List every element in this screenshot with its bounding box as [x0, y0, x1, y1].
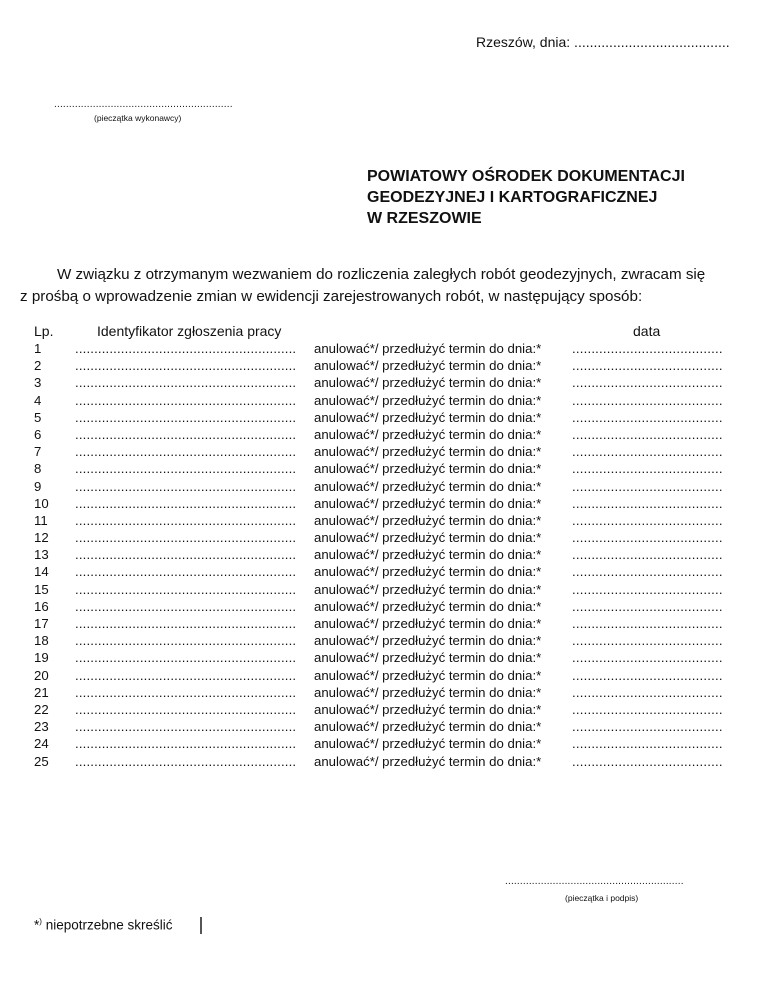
action-text: anulować*/ przedłużyć termin do dnia:*: [314, 358, 542, 374]
date-field: .......................................: [572, 478, 723, 494]
action-text: anulować*/ przedłużyć termin do dnia:*: [314, 478, 542, 494]
intro-line-1: W związku z otrzymanym wezwaniem do rozliczenia zaległych robót geodezyjnych, zwracam się: [57, 266, 706, 283]
identifier-field: ..........................................................: [75, 392, 297, 408]
identifier-field: ..........................................................: [75, 581, 297, 597]
footnote: [34, 917, 173, 933]
action-text: anulować*/ przedłużyć termin do dnia:*: [314, 512, 542, 528]
contractor-stamp-line: ............................................................: [54, 99, 233, 110]
row-number: 10: [34, 495, 49, 511]
date-field: .......................................: [572, 736, 723, 752]
action-text: anulować*/ przedłużyć termin do dnia:*: [314, 341, 542, 356]
row-number: 9: [34, 478, 42, 494]
table-row: [0, 341, 768, 358]
action-text: anulować*/ przedłużyć termin do dnia:*: [314, 633, 542, 649]
row-number: 21: [34, 684, 49, 700]
date-field: .......................................: [572, 598, 723, 614]
row-number: 4: [34, 392, 42, 408]
identifier-field: ..........................................................: [75, 409, 297, 425]
row-number: 15: [34, 581, 49, 597]
date-field: .......................................: [572, 701, 723, 717]
row-number: 8: [34, 461, 42, 477]
table-row: [0, 702, 768, 719]
table-row: [0, 496, 768, 513]
table-row: [0, 719, 768, 736]
footnote-sup: ): [39, 917, 42, 926]
recipient-office: [367, 166, 685, 229]
footnote-text: niepotrzebne skreślić: [41, 917, 173, 933]
identifier-field: ..........................................................: [75, 650, 297, 666]
date-field: .......................................: [572, 616, 723, 631]
action-text: anulować*/ przedłużyć termin do dnia:*: [314, 736, 542, 752]
action-text: anulować*/ przedłużyć termin do dnia:*: [314, 616, 542, 631]
action-text: anulować*/ przedłużyć termin do dnia:*: [314, 753, 542, 769]
date-field: .......................................: [572, 633, 723, 649]
action-text: anulować*/ przedłużyć termin do dnia:*: [314, 547, 542, 563]
place-date-line: Rzeszów, dnia: ........................................: [476, 34, 730, 50]
table-row: [0, 410, 768, 427]
date-field: .......................................: [572, 547, 723, 563]
identifier-field: ..........................................................: [75, 547, 297, 563]
table-row: [0, 564, 768, 581]
date-field: .......................................: [572, 753, 723, 769]
row-number: 23: [34, 719, 49, 735]
table-row: [0, 582, 768, 599]
action-text: anulować*/ przedłużyć termin do dnia:*: [314, 564, 542, 580]
date-field: .......................................: [572, 444, 723, 460]
identifier-field: ..........................................................: [75, 444, 297, 460]
identifier-field: ..........................................................: [75, 530, 297, 546]
date-field: .......................................: [572, 392, 723, 408]
table-row: [0, 650, 768, 667]
date-field: .......................................: [572, 375, 723, 391]
entries-table: [0, 341, 768, 771]
row-number: 3: [34, 375, 42, 391]
identifier-field: ..........................................................: [75, 684, 297, 700]
row-number: 5: [34, 409, 42, 425]
identifier-field: ..........................................................: [75, 512, 297, 528]
action-text: anulować*/ przedłużyć termin do dnia:*: [314, 530, 542, 546]
identifier-field: ..........................................................: [75, 478, 297, 494]
contractor-stamp-caption: (pieczątka wykonawcy): [94, 113, 182, 123]
date-field: .......................................: [572, 358, 723, 374]
row-number: 18: [34, 633, 49, 649]
date-field: .......................................: [572, 426, 723, 442]
table-row: [0, 616, 768, 633]
date-field: .......................................: [572, 684, 723, 700]
action-text: anulować*/ przedłużyć termin do dnia:*: [314, 392, 542, 408]
identifier-field: ..........................................................: [75, 736, 297, 752]
table-row: [0, 668, 768, 685]
identifier-field: ..........................................................: [75, 719, 297, 735]
table-row: [0, 375, 768, 392]
action-text: anulować*/ przedłużyć termin do dnia:*: [314, 667, 542, 683]
row-number: 2: [34, 358, 42, 374]
table-row: [0, 427, 768, 444]
table-row: [0, 633, 768, 650]
identifier-field: ..........................................................: [75, 375, 297, 391]
action-text: anulować*/ przedłużyć termin do dnia:*: [314, 650, 542, 666]
action-text: anulować*/ przedłużyć termin do dnia:*: [314, 426, 542, 442]
action-text: anulować*/ przedłużyć termin do dnia:*: [314, 461, 542, 477]
date-field: .......................................: [572, 564, 723, 580]
table-row: [0, 393, 768, 410]
row-number: 11: [34, 512, 48, 528]
row-number: 7: [34, 444, 42, 460]
row-number: 25: [34, 753, 49, 769]
date-field: .......................................: [572, 409, 723, 425]
row-number: 19: [34, 650, 49, 666]
identifier-field: ..........................................................: [75, 753, 297, 769]
table-row: [0, 444, 768, 461]
table-row: [0, 599, 768, 616]
signature-caption: (pieczątka i podpis): [565, 893, 639, 903]
action-text: anulować*/ przedłużyć termin do dnia:*: [314, 701, 542, 717]
table-row: [0, 358, 768, 375]
action-text: anulować*/ przedłużyć termin do dnia:*: [314, 495, 542, 511]
action-text: anulować*/ przedłużyć termin do dnia:*: [314, 684, 542, 700]
identifier-field: ..........................................................: [75, 701, 297, 717]
action-text: anulować*/ przedłużyć termin do dnia:*: [314, 375, 542, 391]
intro-paragraph: [20, 264, 755, 308]
identifier-field: ..........................................................: [75, 358, 297, 374]
action-text: anulować*/ przedłużyć termin do dnia:*: [314, 409, 542, 425]
identifier-field: ..........................................................: [75, 461, 297, 477]
column-header-identifier: Identyfikator zgłoszenia pracy: [97, 323, 282, 339]
action-text: anulować*/ przedłużyć termin do dnia:*: [314, 581, 542, 597]
row-number: 24: [34, 736, 49, 752]
date-field: .......................................: [572, 512, 723, 528]
date-field: .......................................: [572, 530, 723, 546]
table-row: [0, 736, 768, 753]
identifier-field: ..........................................................: [75, 495, 297, 511]
office-line-2: GEODEZYJNEJ I KARTOGRAFICZNEJ: [367, 189, 658, 206]
table-row: [0, 461, 768, 478]
row-number: 20: [34, 667, 49, 683]
column-header-lp: Lp.: [34, 323, 54, 339]
date-field: .......................................: [572, 650, 723, 666]
table-row: [0, 530, 768, 547]
row-number: 6: [34, 426, 42, 442]
footnote-divider: [200, 917, 202, 934]
table-row: [0, 513, 768, 530]
identifier-field: ..........................................................: [75, 667, 297, 683]
date-field: .......................................: [572, 581, 723, 597]
identifier-field: ..........................................................: [75, 598, 297, 614]
table-row: [0, 479, 768, 496]
action-text: anulować*/ przedłużyć termin do dnia:*: [314, 598, 542, 614]
table-row: [0, 547, 768, 564]
signature-line: ............................................................: [505, 876, 684, 887]
column-header-date: data: [633, 323, 661, 339]
identifier-field: ..........................................................: [75, 426, 297, 442]
row-number: 13: [34, 547, 49, 563]
date-field: .......................................: [572, 341, 723, 356]
office-line-3: W RZESZOWIE: [367, 210, 482, 227]
date-field: .......................................: [572, 719, 723, 735]
identifier-field: ..........................................................: [75, 616, 297, 631]
action-text: anulować*/ przedłużyć termin do dnia:*: [314, 719, 542, 735]
row-number: 17: [34, 616, 49, 631]
identifier-field: ..........................................................: [75, 341, 297, 356]
row-number: 14: [34, 564, 49, 580]
office-line-1: POWIATOWY OŚRODEK DOKUMENTACJI: [367, 168, 685, 185]
footnote-mark: *: [34, 917, 40, 933]
row-number: 22: [34, 701, 49, 717]
row-number: 1: [34, 341, 42, 356]
table-row: [0, 685, 768, 702]
intro-line-2: z prośbą o wprowadzenie zmian w ewidencji zarejestrowanych robót, w następujący sposób:: [20, 288, 643, 305]
date-field: .......................................: [572, 495, 723, 511]
date-field: .......................................: [572, 461, 723, 477]
action-text: anulować*/ przedłużyć termin do dnia:*: [314, 444, 542, 460]
table-row: [0, 754, 768, 771]
row-number: 12: [34, 530, 49, 546]
date-field: .......................................: [572, 667, 723, 683]
row-number: 16: [34, 598, 49, 614]
identifier-field: ..........................................................: [75, 633, 297, 649]
identifier-field: ..........................................................: [75, 564, 297, 580]
